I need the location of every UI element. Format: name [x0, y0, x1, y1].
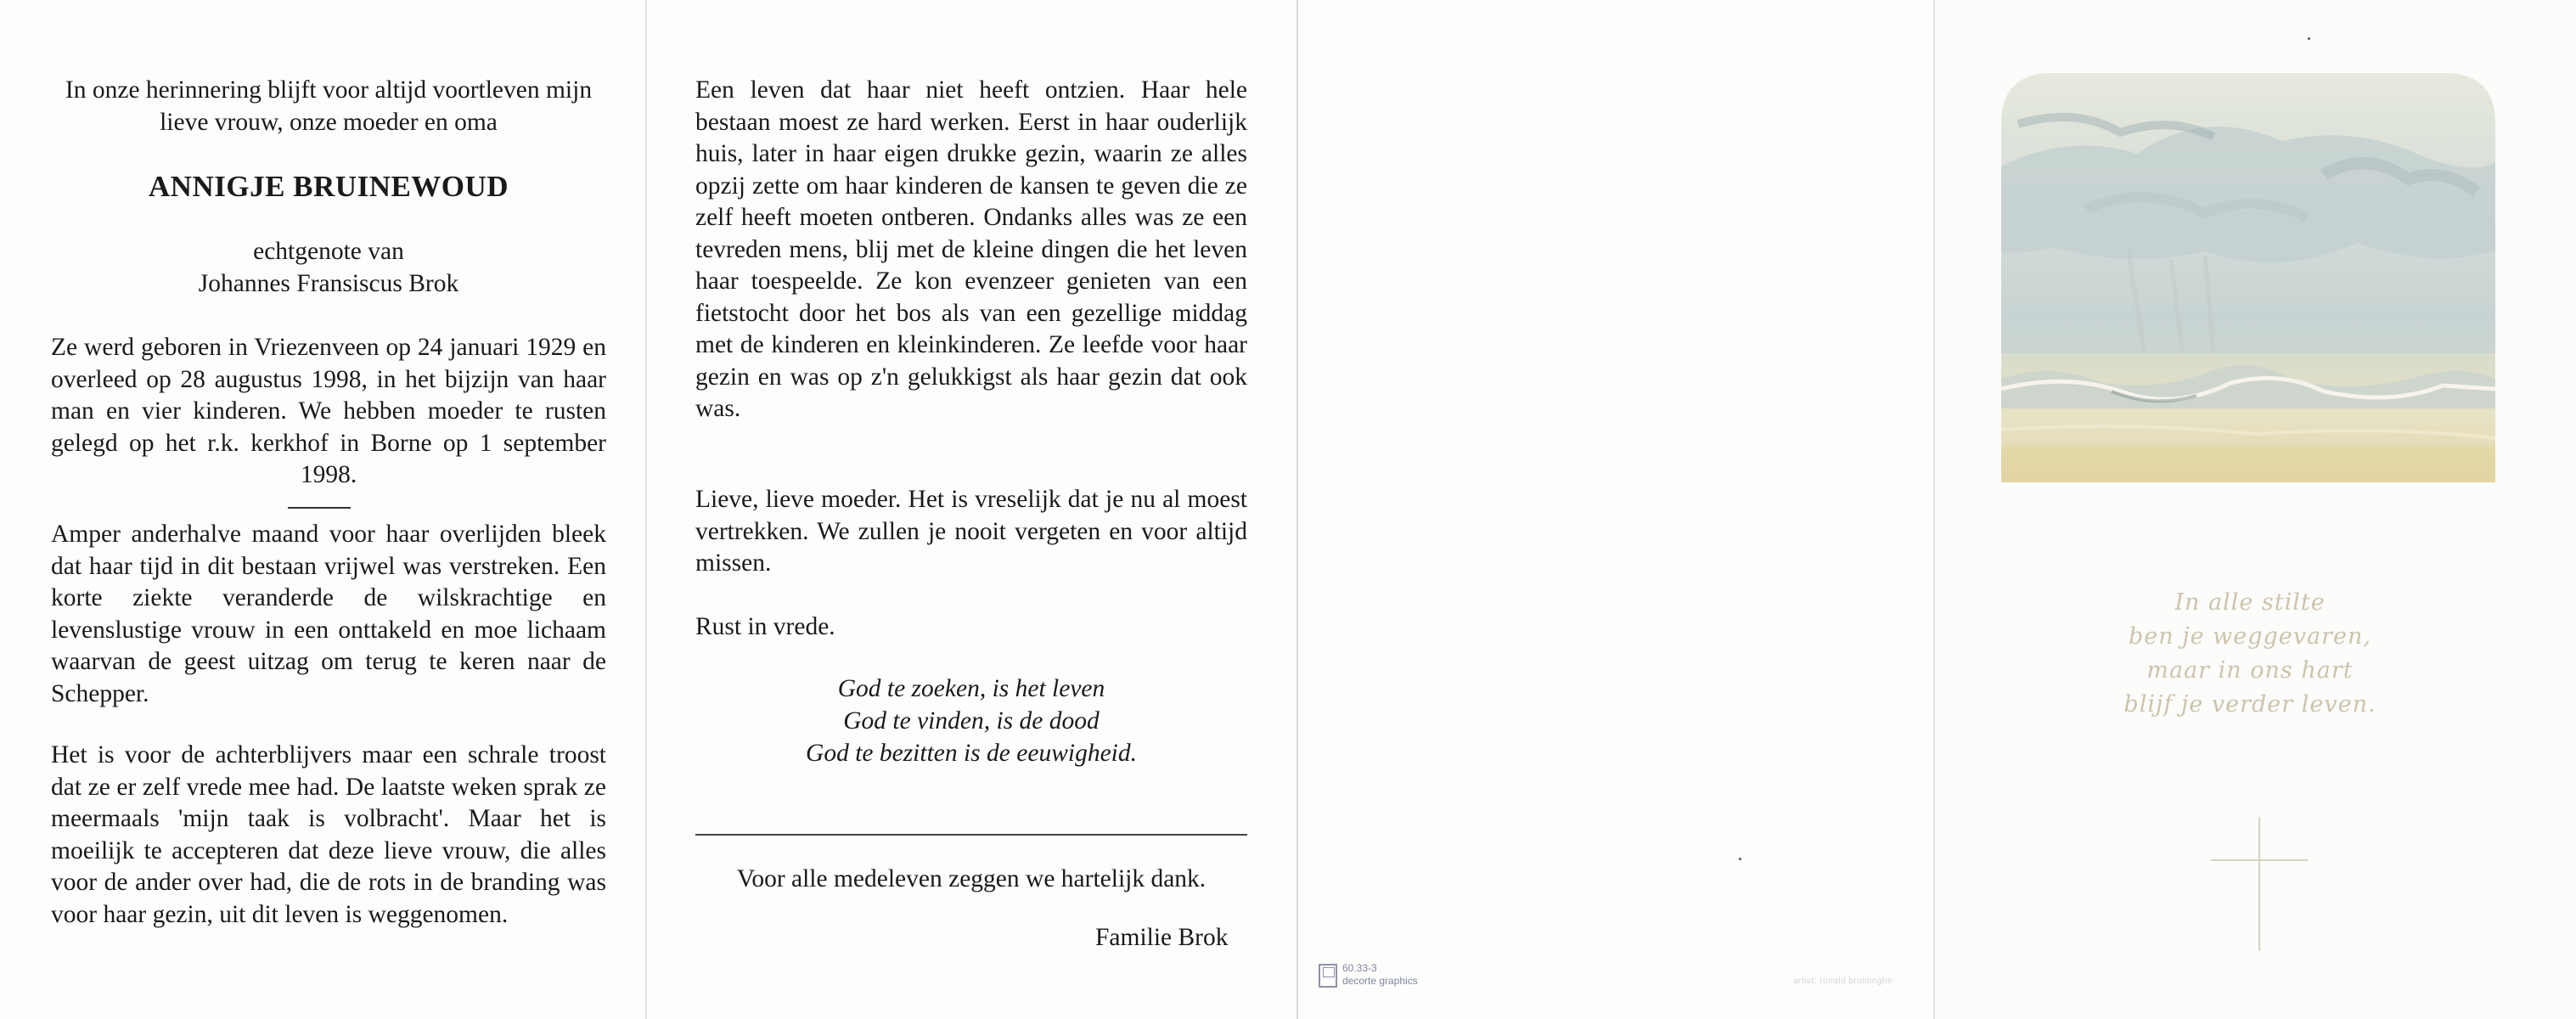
thanks-text: Voor alle medeleven zeggen we hartelijk dank.	[736, 865, 1206, 892]
birth-death-paragraph: Ze werd geboren in Vriezenveen op 24 januari 1929 en overleed op 28 augustus 1998, in het bijzijn van haar man en vier kinderen. We hebben moeder te rusten gelegd op het r.k. kerkhof in Borne op 1 september 1998.	[51, 334, 606, 488]
life-paragraph: Een leven dat haar niet heeft ontzien. Haar hele bestaan moest ze hard werken. Eerst in haar ouderlijk huis, later in haar eigen drukke gezin, waarin ze alles opzij zette om haar kinderen de kansen te geven die ze zelf heeft moeten ontberen. Ondanks alles was ze een tevreden mens, blij met de kleine dingen die het leven haar toespeelde. Ze kon evenzeer genieten van een fietstocht door het bos als van een gezellige middag met de kinderen en kleinkinderen. Ze leefde voor haar gezin en was op z'n gelukkigst als haar gezin dat ook was.	[695, 76, 1247, 422]
divider	[695, 834, 1247, 836]
verse-line: ben je weggevaren,	[2128, 623, 2371, 650]
spouse-label: echtgenote van	[253, 238, 404, 265]
fold-line	[1296, 0, 1298, 1019]
verse-line: In alle stilte	[2174, 589, 2326, 616]
publisher-code: 60.33-3	[1342, 962, 1377, 974]
deceased-name: ANNIGJE BRUINEWOUD	[148, 170, 509, 203]
fold-line	[1933, 0, 1935, 1019]
poem	[695, 673, 1247, 769]
fold-line	[645, 0, 647, 1019]
back-panel	[1297, 0, 1934, 1019]
picture-credit: artist: ronald bruininghe	[1793, 977, 1893, 986]
publisher-name: decorte graphics	[1342, 975, 1418, 987]
rest-in-peace: Rust in vrede.	[695, 613, 835, 640]
verse-line: maar in ons hart	[2146, 657, 2354, 684]
signature: Familie Brok	[1095, 924, 1229, 951]
cross-icon	[2258, 817, 2260, 951]
comfort-paragraph: Het is voor de achterblijvers maar een schrale troost dat ze er zelf vrede mee had. De laatste weken sprak ze meermaals 'mijn taak is volbracht'. Maar het is moeilijk te accepteren dat deze lieve vrouw, die alles voor de ander over had, die de rots in de branding was voor haar gezin, uit dit leven is weggenomen.	[51, 741, 606, 928]
poem-line: God te vinden, is de dood	[843, 707, 1100, 735]
divider	[288, 507, 351, 509]
illness-paragraph: Amper anderhalve maand voor haar overlijden bleek dat haar tijd in dit bestaan vrijwel was verstreken. Een korte ziekte veranderde de wilskrachtige en levenslustige vrouw in een onttakeld en moe lichaam waarvan de geest uitzag om terug te keren naar de Schepper.	[51, 521, 606, 707]
intro-text: In onze herinnering blijft voor altijd voortleven mijn lieve vrouw, onze moeder en oma	[65, 76, 593, 136]
seascape-painting	[2001, 73, 2495, 482]
farewell-paragraph: Lieve, lieve moeder. Het is vreselijk dat je nu al moest vertrekken. We zullen je nooit vergeten en voor altijd missen.	[695, 486, 1247, 577]
verse-line: blijf je verder leven.	[2123, 691, 2376, 718]
poem-line: God te zoeken, is het leven	[837, 675, 1105, 702]
cross-icon	[2211, 859, 2308, 861]
front-verse	[2097, 586, 2403, 722]
poem-line: God te bezitten is de eeuwigheid.	[806, 740, 1137, 767]
publisher-logo-icon	[1319, 964, 1337, 988]
spouse-name: Johannes Fransiscus Brok	[198, 270, 459, 297]
print-speck	[1739, 858, 1741, 860]
publisher-mark	[1319, 962, 1429, 993]
print-speck	[2308, 37, 2310, 40]
